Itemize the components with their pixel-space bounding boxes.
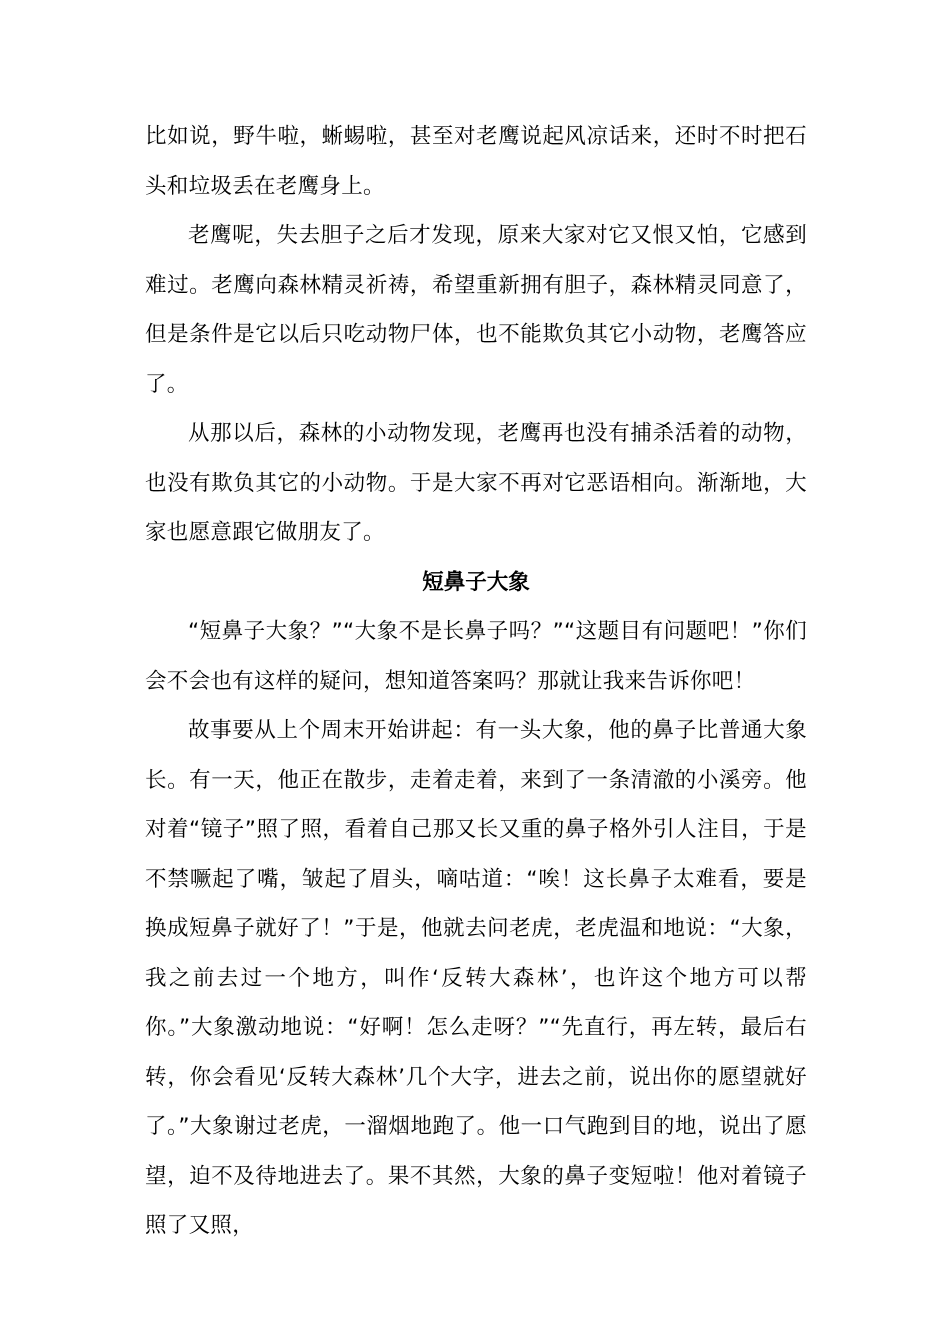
document-page xyxy=(145,112,807,1251)
story-title: 短鼻子大象 xyxy=(422,569,530,595)
paragraph-story-body: 故事要从上个周末开始讲起：有一头大象，他的鼻子比普通大象长。有一天，他正在散步，走着走着，来到了一条清澈的小溪旁。他对着“镜子”照了照，看着自己那又长又重的鼻子格外引人注目，于是不禁噘起了嘴，皱起了眉头，嘀咕道：“唉！这长鼻子太难看，要是换成短鼻子就好了！”于是，他就去问老虎，老虎温和地说：“大象，我之前去过一个地方，叫作‘反转大森林’，也许这个地方可以帮你。”大象激动地说：“好啊！怎么走呀？”“先直行，再左转，最后右转，你会看见‘反转大森林’几个大字，进去之前，说出你的愿望就好了。”大象谢过老虎，一溜烟地跑了。他一口气跑到目的地，说出了愿望，迫不及待地进去了。果不其然，大象的鼻子变短啦！他对着镜子照了又照， xyxy=(145,718,807,1238)
paragraph-eagle-friends: 从那以后，森林的小动物发现，老鹰再也没有捕杀活着的动物，也没有欺负其它的小动物。于是大家不再对它恶语相向。渐渐地，大家也愿意跟它做朋友了。 xyxy=(145,421,807,545)
paragraph-continuation: 比如说，野牛啦，蜥蜴啦，甚至对老鹰说起风凉话来，还时不时把石头和垃圾丢在老鹰身上。 xyxy=(145,124,807,199)
paragraph-story-intro: “短鼻子大象？”“大象不是长鼻子吗？”“这题目有问题吧！”你们会不会也有这样的疑问，想知道答案吗？那就让我来告诉你吧！ xyxy=(145,619,807,694)
paragraph-eagle-regret: 老鹰呢，失去胆子之后才发现，原来大家对它又恨又怕，它感到难过。老鹰向森林精灵祈祷，希望重新拥有胆子，森林精灵同意了，但是条件是它以后只吃动物尸体，也不能欺负其它小动物，老鹰答应了。 xyxy=(145,223,807,397)
